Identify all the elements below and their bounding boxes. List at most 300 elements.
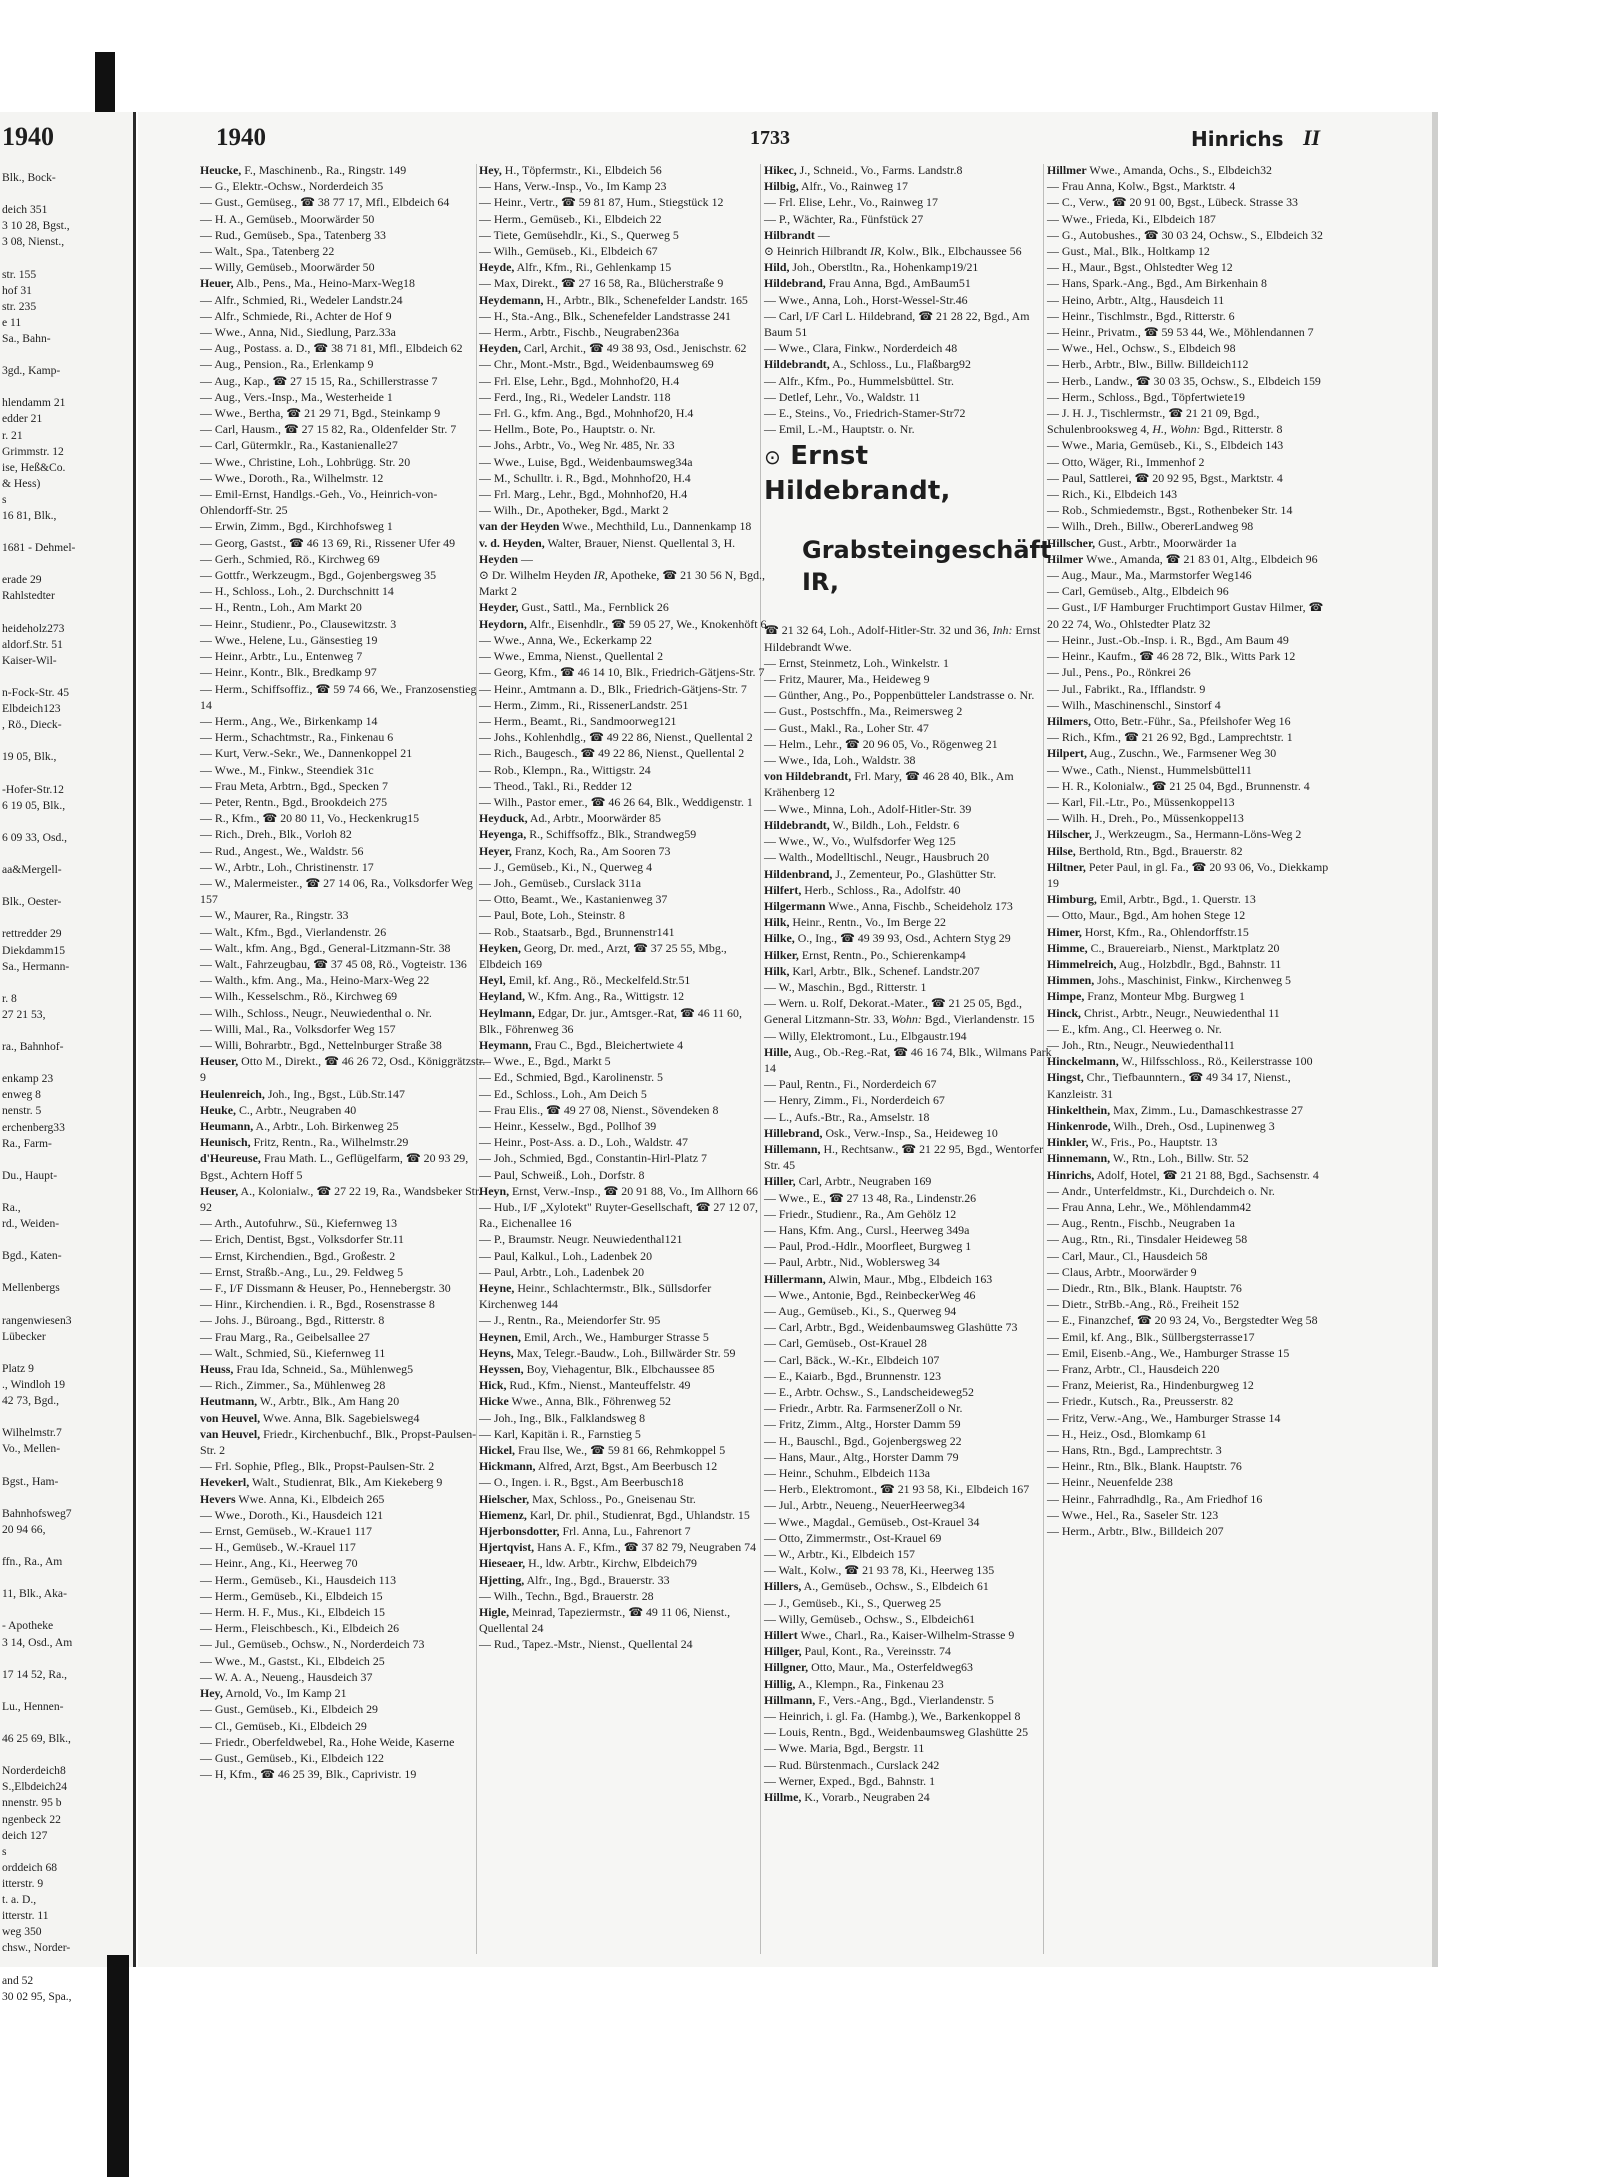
directory-entry: — Joh., Rtn., Neugr., Neuwiedenthal11 — [1047, 1037, 1235, 1052]
directory-entry: — Wilh., Maschinenschl., Sinstorf 4 — [1047, 697, 1221, 712]
directory-entry: — Heinr., Rtn., Blk., Blank. Hauptstr. 76 — [1047, 1459, 1242, 1474]
directory-entry: Hickel, Frau Ilse, We., ☎ 59 81 66, Rehmkoppel 5 — [479, 1443, 726, 1458]
directory-entry: — Gust., Postschffn., Ma., Reimersweg 2 — [764, 704, 963, 719]
directory-entry: — Heinr., Kaufm., ☎ 46 28 72, Blk., Witts Park 12 — [1047, 649, 1296, 664]
left-page-line: e 11 — [2, 315, 22, 329]
left-page-line — [2, 605, 130, 621]
directory-entry: — R., Kfm., ☎ 20 80 11, Vo., Heckenkrug15 — [200, 811, 420, 826]
directory-page — [138, 112, 1438, 1967]
directory-entry: — J., Gemüseb., Ki., N., Querweg 4 — [479, 859, 653, 874]
directory-entry: Heydorn, Alfr., Eisenhdlr., ☎ 59 05 27, We., Knokenhöft 6 — [479, 616, 767, 631]
directory-entry: v. d. Heyden, Walter, Brauer, Nienst. Quellental 3, H. — [479, 535, 736, 550]
left-page-line: 42 73, Bgd., — [2, 1394, 60, 1408]
directory-entry: Himpe, Franz, Monteur Mbg. Burgweg 1 — [1047, 989, 1245, 1004]
directory-entry: — Frl. Else, Lehr., Bgd., Mohnhof20, H.4 — [479, 373, 680, 388]
left-page-line: 6 09 33, Osd., — [2, 830, 68, 844]
directory-entry: — Wwe., Maria, Gemüseb., Ki., S., Elbdeich 143 — [1047, 438, 1284, 453]
left-page-line: Vo., Mellen- — [2, 1442, 61, 1456]
left-page-line: Rahlstedter — [2, 589, 55, 603]
left-page-line: Norderdeich8 — [2, 1764, 66, 1778]
directory-entry: — Heinr., Arbtr., Lu., Entenweg 7 — [200, 649, 363, 664]
directory-entry: — Wwe., Doroth., Ra., Wilhelmstr. 12 — [200, 470, 384, 485]
directory-entry: Hielscher, Max, Schloss., Po., Gneisenau Str. — [479, 1491, 696, 1506]
directory-entry: — Alfr., Kfm., Po., Hummelsbüttel. Str. — [764, 373, 954, 388]
left-page-line: 46 25 69, Blk., — [2, 1732, 71, 1746]
left-page-line — [2, 910, 130, 926]
directory-entry: — H., Schloss., Loh., 2. Durchschnitt 14 — [200, 584, 394, 599]
directory-entry: — Wwe., Hel., Ra., Saseler Str. 123 — [1047, 1507, 1219, 1522]
left-page-line: deich 351 — [2, 203, 48, 217]
directory-entry: — Wilh., Pastor emer., ☎ 46 26 64, Blk., Weddigenstr. 1 — [479, 794, 753, 809]
directory-entry: — Herm., Gemüseb., Ki., Elbdeich 22 — [479, 211, 662, 226]
directory-entry: — Gerh., Schmied, Rö., Kirchweg 69 — [200, 551, 380, 566]
directory-entry: — E., Steins., Vo., Friedrich-Stamer-Str72 — [764, 406, 966, 421]
left-page-line: rangenwiesen3 — [2, 1313, 72, 1327]
directory-entry: Heyns, Max, Telegr.-Baudw., Loh., Billwärder Str. 59 — [479, 1345, 736, 1360]
directory-entry: — Wwe., Cath., Nienst., Hummelsbüttel11 — [1047, 762, 1252, 777]
directory-entry: — Wwe., W., Vo., Wulfsdorfer Weg 125 — [764, 834, 956, 849]
advertisement-business-line: Grabsteingeschäft IR, — [802, 536, 1052, 597]
directory-entry: — Wwe., Anna, We., Eckerkamp 22 — [479, 632, 652, 647]
left-page-line: Bgd., Katen- — [2, 1249, 62, 1263]
directory-entry: — Rud., Tapez.-Mstr., Nienst., Quellental 24 — [479, 1637, 693, 1652]
directory-entry: — Rob., Staatsarb., Bgd., Brunnenstr141 — [479, 924, 675, 939]
directory-entry: Heuss, Frau Ida, Schneid., Sa., Mühlenweg5 — [200, 1362, 414, 1377]
directory-entry: — Rich., Baugesch., ☎ 49 22 86, Nienst., Quellental 2 — [479, 746, 745, 761]
directory-entry: Hilscher, J., Werkzeugm., Sa., Hermann-Löns-Weg 2 — [1047, 827, 1302, 842]
left-page-line: str. 155 — [2, 267, 37, 281]
left-page-line — [2, 1023, 130, 1039]
directory-entry: — Hans, Maur., Altg., Horster Damm 79 — [764, 1449, 959, 1464]
directory-entry: — Wern. u. Rolf, Dekorat.-Mater., ☎ 21 25 05, Bgd., General Litzmann-Str. 33, Wohn: Bgd., Vierlandenstr. 15 — [764, 996, 1035, 1027]
directory-entry: Heyden, Carl, Archit., ☎ 49 38 93, Osd., Jenischstr. 62 — [479, 341, 747, 356]
directory-entry: — Rud., Angest., We., Waldstr. 56 — [200, 843, 364, 858]
directory-entry: — Herm., Schloss., Bgd., Töpfertwiete19 — [1047, 389, 1245, 404]
directory-entry: — Herm., Beamt., Ri., Sandmoorweg121 — [479, 713, 677, 728]
left-page-line: 11, Blk., Aka- — [2, 1587, 67, 1601]
directory-column-2 — [479, 162, 767, 1653]
directory-entry: — Herm., Fleischbesch., Ki., Elbdeich 26 — [200, 1621, 400, 1636]
left-page-line: 27 21 53, — [2, 1007, 46, 1021]
left-page-line: -Hofer-Str.12 — [2, 782, 64, 796]
directory-entry: — Wwe., Bertha, ☎ 21 29 71, Bgd., Steinkamp 9 — [200, 406, 441, 421]
left-page-line: s — [2, 492, 7, 506]
directory-entry: Heunisch, Fritz, Rentn., Ra., Wilhelmstr.29 — [200, 1135, 409, 1150]
directory-entry: — Herb., Elektromont., ☎ 21 93 58, Ki., Elbdeich 167 — [764, 1482, 1030, 1497]
directory-entry: — Ed., Schmied, Bgd., Karolinenstr. 5 — [479, 1070, 663, 1085]
directory-entry: — Heino, Arbtr., Altg., Hausdeich 11 — [1047, 292, 1225, 307]
left-page-line: nenstr. 5 — [2, 1104, 42, 1118]
directory-entry: — Gust., Gemüseg., ☎ 38 77 17, Mfl., Elbdeich 64 — [200, 195, 450, 210]
directory-entry: — Paul, Bote, Loh., Steinstr. 8 — [479, 908, 625, 923]
directory-entry: — Frau Anna, Kolw., Bgst., Marktstr. 4 — [1047, 179, 1236, 194]
left-page-line: ra., Bahnhof- — [2, 1040, 64, 1054]
directory-entry: Heyer, Franz, Koch, Ra., Am Sooren 73 — [479, 843, 671, 858]
left-page-line: 3 10 28, Bgst., — [2, 219, 70, 233]
directory-entry: Hick, Rud., Kfm., Nienst., Manteuffelstr. 49 — [479, 1378, 691, 1393]
directory-entry: — Walt., Spa., Tatenberg 22 — [200, 244, 335, 259]
directory-entry: — Jul., Pens., Po., Rönkrei 26 — [1047, 665, 1191, 680]
directory-entry: Hilbrandt — — [764, 227, 830, 242]
directory-entry: Heyken, Georg, Dr. med., Arzt, ☎ 37 25 55, Mbg., Elbdeich 169 — [479, 940, 727, 971]
directory-column-1 — [200, 162, 488, 1782]
directory-entry: — Georg, Kfm., ☎ 46 14 10, Blk., Friedrich-Gätjens-Str. 7 — [479, 665, 765, 680]
directory-entry: — Max, Direkt., ☎ 27 16 58, Ra., Blücherstraße 9 — [479, 276, 724, 291]
directory-entry: — Paul, Arbtr., Loh., Ladenbek 20 — [479, 1264, 645, 1279]
directory-entry: — Werner, Exped., Bgd., Bahnstr. 1 — [764, 1773, 936, 1788]
directory-entry: Hildebrand, Frau Anna, Bgd., AmBaum51 — [764, 276, 971, 291]
directory-entry: — Karl, Fil.-Ltr., Po., Müssenkoppel13 — [1047, 794, 1235, 809]
running-head-name: Hinrichs — [1191, 127, 1284, 151]
directory-entry: Hillemann, H., Rechtsanw., ☎ 21 22 95, Bgd., Wentorfer Str. 45 — [764, 1141, 1044, 1173]
directory-entry: — Aug., Gemüseb., Ki., S., Querweg 94 — [764, 1303, 957, 1318]
directory-entry: — Jul., Fabrikt., Ra., Ifflandstr. 9 — [1047, 681, 1206, 696]
left-page-line — [2, 669, 130, 685]
directory-entry: — Ernst, Steinmetz, Loh., Winkelstr. 1 — [764, 655, 949, 670]
left-page-line: Blk., Bock- — [2, 171, 56, 184]
directory-entry: — Herm. H. F., Mus., Ki., Elbdeich 15 — [200, 1605, 385, 1620]
directory-entry: — Henry, Zimm., Fi., Norderdeich 67 — [764, 1093, 945, 1108]
left-page-line — [2, 1232, 130, 1248]
directory-entry: Himer, Horst, Kfm., Ra., Ohlendorffstr.15 — [1047, 924, 1249, 939]
directory-entry: — Diedr., Rtn., Blk., Blank. Hauptstr. 76 — [1047, 1281, 1242, 1296]
directory-entry: Hilgermann Wwe., Anna, Fischb., Scheideholz 173 — [764, 898, 1013, 913]
directory-entry: — Heinr., Just.-Ob.-Insp. i. R., Bgd., Am Baum 49 — [1047, 632, 1289, 647]
directory-entry: — Aug., Rentn., Fischb., Neugraben 1a — [1047, 1216, 1235, 1231]
left-page-line: r. 21 — [2, 428, 23, 442]
directory-entry: — Hans, Rtn., Bgd., Lamprechtstr. 3 — [1047, 1443, 1222, 1458]
directory-entry: Heyne, Heinr., Schlachtermstr., Blk., Süllsdorfer Kirchenweg 144 — [479, 1281, 712, 1312]
directory-entry: — Otto, Wäger, Ri., Immenhof 2 — [1047, 454, 1205, 469]
left-page-line: rettredder 29 — [2, 927, 62, 941]
directory-entry: Heyder, Gust., Sattl., Ma., Fernblick 26 — [479, 600, 669, 615]
directory-entry: Heutmann, W., Arbtr., Blk., Am Hang 20 — [200, 1394, 400, 1409]
left-page-line: , Rö., Dieck- — [2, 718, 62, 732]
directory-entry: — H., Gemüseb., W.-Krauel 117 — [200, 1540, 356, 1555]
directory-entry: — Jul., Gemüseb., Ochsw., N., Norderdeich 73 — [200, 1637, 425, 1652]
directory-entry: — Joh., Schmied, Bgd., Constantin-Hirl-Platz 7 — [479, 1151, 707, 1166]
left-page-line — [2, 1747, 130, 1763]
directory-entry: — W., Malermeister., ☎ 27 14 06, Ra., Volksdorfer Weg 157 — [200, 875, 473, 907]
directory-entry: Heyden — — [479, 551, 533, 566]
directory-entry: — W., Maurer, Ra., Ringstr. 33 — [200, 908, 349, 923]
directory-entry: — Wwe., Christine, Loh., Lohbrügg. Str. 20 — [200, 454, 411, 469]
directory-entry: — Wwe., Doroth., Ki., Hausdeich 121 — [200, 1507, 384, 1522]
left-page-line: weg 350 — [2, 1925, 42, 1939]
directory-entry: — Theod., Takl., Ri., Redder 12 — [479, 778, 632, 793]
directory-entry: — Willy, Gemüseb., Ochsw., S., Elbdeich61 — [764, 1611, 976, 1626]
left-page-line: edder 21 — [2, 412, 43, 426]
directory-entry: — H, Kfm., ☎ 46 25 39, Blk., Caprivistr. 19 — [200, 1767, 417, 1782]
directory-entry: Hildebrandt, A., Schloss., Lu., Flaßbarg92 — [764, 357, 971, 372]
directory-entry: — Wwe., Ida, Loh., Waldstr. 38 — [764, 753, 916, 768]
directory-entry: — Andr., Unterfeldmstr., Ki., Durchdeich o. Nr. — [1047, 1183, 1275, 1198]
directory-entry: — Walth., Modelltischl., Neugr., Hausbruch 20 — [764, 850, 990, 865]
left-page-line — [2, 1651, 130, 1667]
directory-entry: — Paul, Schweiß., Loh., Dorfstr. 8 — [479, 1167, 645, 1182]
left-page-line: Elbdeich123 — [2, 702, 61, 716]
directory-entry: — Rud. Bürstenmach., Curslack 242 — [764, 1757, 940, 1772]
left-page-line: Wilhelmstr.7 — [2, 1426, 62, 1440]
directory-entry: — Arth., Autofuhrw., Sü., Kiefernweg 13 — [200, 1216, 398, 1231]
directory-entry: — Franz, Meierist, Ra., Hindenburgweg 12 — [1047, 1378, 1254, 1393]
directory-entry: — Dietr., StrBb.-Ang., Rö., Freiheit 152 — [1047, 1297, 1240, 1312]
directory-entry: — Heinr., Post-Ass. a. D., Loh., Waldstr. 47 — [479, 1135, 688, 1150]
directory-entry: Heyn, Ernst, Verw.-Insp., ☎ 20 91 88, Vo., Im Allhorn 66 — [479, 1183, 758, 1198]
directory-entry: — Wwe., Hel., Ochsw., S., Elbdeich 98 — [1047, 341, 1236, 356]
left-page-line — [2, 1683, 130, 1699]
left-page-line: erade 29 — [2, 573, 42, 587]
directory-entry: — J. H. J., Tischlermstr., ☎ 21 21 09, Bgd., Schulenbrooksweg 4, H., Wohn: Bgd., Ritterstr. 8 — [1047, 406, 1283, 437]
page-year: 1940 — [216, 124, 266, 151]
directory-entry: Hillig, A., Klempn., Ra., Finkenau 23 — [764, 1676, 944, 1691]
directory-entry: — Willy, Gemüseb., Moorwärder 50 — [200, 260, 375, 275]
directory-entry: — Gust., Makl., Ra., Loher Str. 47 — [764, 720, 929, 735]
directory-entry: Hinkelthein, Max, Zimm., Lu., Damaschkestrasse 27 — [1047, 1102, 1303, 1117]
directory-entry: — Heinr., Neuenfelde 238 — [1047, 1475, 1173, 1490]
directory-entry: — Kurt, Verw.-Sekr., We., Dannenkoppel 21 — [200, 746, 413, 761]
directory-entry: — H., Maur., Bgst., Ohlstedter Weg 12 — [1047, 260, 1233, 275]
left-page-line — [2, 1345, 130, 1361]
directory-entry: — Hans, Verw.-Insp., Vo., Im Kamp 23 — [479, 179, 667, 194]
directory-entry: — Frl. Elise, Lehr., Vo., Rainweg 17 — [764, 195, 938, 210]
left-page-line: ise, Heß&Co. — [2, 460, 66, 474]
directory-entry: — Frau Elis., ☎ 49 27 08, Nienst., Sövendeken 8 — [479, 1102, 719, 1117]
left-page-line: hlendamm 21 — [2, 396, 66, 410]
directory-entry: — W. A. A., Neueng., Hausdeich 37 — [200, 1669, 373, 1684]
directory-entry: — Joh., Gemüseb., Curslack 311a — [479, 875, 642, 890]
directory-entry: — E., Arbtr. Ochsw., S., Landscheideweg52 — [764, 1385, 974, 1399]
directory-entry: — Rich., Ki., Elbdeich 143 — [1047, 487, 1178, 502]
directory-entry: Himmelreich, Aug., Holzbdlr., Bgd., Bahnstr. 11 — [1047, 956, 1282, 971]
directory-entry: — Aug., Pension., Ra., Erlenkamp 9 — [200, 357, 374, 372]
directory-entry: — Wilh., Dr., Apotheker, Bgd., Markt 2 — [479, 503, 669, 518]
directory-entry: — Günther, Ang., Po., Poppenbütteler Landstrasse o. Nr. — [764, 688, 1035, 703]
directory-entry: — Heinr., Privatm., ☎ 59 53 44, We., Möhlendannen 7 — [1047, 325, 1314, 340]
directory-entry: — Wwe. Maria, Bgd., Bergstr. 11 — [764, 1741, 925, 1756]
left-page-line: & Hess) — [2, 476, 41, 490]
directory-entry: — Wwe., Anna, Nid., Siedlung, Parz.33a — [200, 325, 396, 340]
directory-entry: — Frl. Marg., Lehr., Bgd., Mohnhof20, H.4 — [479, 487, 688, 502]
directory-entry: — F., I/F Dissmann & Heuser, Po., Hennebergstr. 30 — [200, 1281, 451, 1296]
directory-entry: — Carl, Maur., Cl., Hausdeich 58 — [1047, 1248, 1208, 1263]
directory-entry: Hildebrandt, W., Bildh., Loh., Feldstr. 6 — [764, 817, 960, 832]
directory-entry: — Ed., Schloss., Loh., Am Deich 5 — [479, 1086, 647, 1101]
directory-entry: — Friedr., Oberfeldwebel, Ra., Hohe Weide, Kaserne — [200, 1734, 455, 1749]
directory-entry: — Friedr., Kutsch., Ra., Preusserstr. 82 — [1047, 1394, 1234, 1409]
left-page-line: and 52 — [2, 1973, 34, 1987]
directory-entry: Hinck, Christ., Arbtr., Neugr., Neuwiedenthal 11 — [1047, 1005, 1280, 1020]
directory-entry: — Carl, Gemüseb., Altg., Elbdeich 96 — [1047, 584, 1229, 599]
directory-entry: — Gust., Gemüseb., Ki., Elbdeich 122 — [200, 1750, 384, 1765]
directory-entry: Hilfert, Herb., Schloss., Ra., Adolfstr. 40 — [764, 882, 961, 897]
directory-entry: d'Heureuse, Frau Math. L., Geflügelfarm, ☎ 20 93 29, Bgst., Achtern Hoff 5 — [200, 1151, 469, 1182]
left-page-line: Mellenbergs — [2, 1281, 60, 1295]
directory-entry: Hiltner, Peter Paul, in gl. Fa., ☎ 20 93 06, Vo., Diekkamp 19 — [1047, 859, 1329, 890]
directory-entry: — Wwe., Luise, Bgd., Weidenbaumsweg34a — [479, 454, 693, 469]
left-page-line: Kaiser-Wil- — [2, 653, 57, 667]
directory-entry: Heuke, C., Arbtr., Neugraben 40 — [200, 1102, 357, 1117]
directory-entry: — G., Autobushes., ☎ 30 03 24, Ochsw., S., Elbdeich 32 — [1047, 227, 1323, 242]
left-page-line: 6 19 05, Blk., — [2, 798, 66, 812]
left-page-line — [2, 524, 130, 540]
left-page-line: Grimmstr. 12 — [2, 444, 64, 458]
directory-entry: — Wwe., Anna, Loh., Horst-Wessel-Str.46 — [764, 292, 968, 307]
left-page-line — [2, 1297, 130, 1313]
directory-entry: — Herm., Arbtr., Fischb., Neugraben236a — [479, 325, 680, 340]
directory-entry: Hillme, K., Vorarb., Neugraben 24 — [764, 1790, 930, 1805]
directory-entry: — Heinr., Kontr., Blk., Bredkamp 97 — [200, 665, 377, 680]
directory-entry: — Rich., Kfm., ☎ 21 26 92, Bgd., Lamprechtstr. 1 — [1047, 730, 1293, 745]
directory-entry: Himburg, Emil, Arbtr., Bgd., 1. Querstr. 13 — [1047, 892, 1256, 907]
directory-entry: — Frau Anna, Lehr., We., Möhlendamm42 — [1047, 1200, 1252, 1214]
directory-entry: ⊙ Heinrich Hilbrandt IR, Kolw., Blk., Elbchaussee 56 — [764, 244, 1022, 259]
directory-entry: — Helm., Lehr., ☎ 20 96 05, Vo., Rögenweg 21 — [764, 736, 998, 751]
directory-entry: — Willi, Bohrarbtr., Bgd., Nettelnburger Straße 38 — [200, 1037, 442, 1052]
directory-entry: — Herb., Landw., ☎ 30 03 35, Ochsw., S., Elbdeich 159 — [1047, 373, 1321, 388]
directory-entry: — Heinr., Fahrradhdlg., Ra., Am Friedhof 16 — [1047, 1491, 1263, 1506]
left-page-line — [2, 1538, 130, 1554]
directory-entry: — Alfr., Schmied, Ri., Wedeler Landstr.24 — [200, 292, 403, 307]
directory-entry: Hikec, J., Schneid., Vo., Farms. Landstr.8 — [764, 163, 963, 177]
directory-entry: Heymann, Frau C., Bgd., Bleichertwiete 4 — [479, 1037, 684, 1052]
left-page-line: erchenberg33 — [2, 1120, 65, 1134]
left-page-line — [2, 1152, 130, 1168]
left-page-line: nnenstr. 95 b — [2, 1796, 62, 1810]
left-page-line: Ra., Farm- — [2, 1136, 52, 1150]
directory-entry: — Aug., Vers.-Insp., Ma., Westerheide 1 — [200, 389, 393, 404]
directory-entry: Higle, Meinrad, Tapeziermstr., ☎ 49 11 06, Nienst., Quellental 24 — [479, 1605, 731, 1636]
left-page-line: n-Fock-Str. 45 — [2, 686, 69, 699]
left-page-line — [2, 878, 130, 894]
directory-entry: — Willy, Elektromont., Lu., Elbgaustr.194 — [764, 1028, 967, 1043]
directory-entry: — Wilh. H., Dreh., Po., Müssenkoppel13 — [1047, 811, 1244, 826]
left-page-line: S.,Elbdeich24 — [2, 1780, 68, 1794]
directory-entry: — Wwe., Emma, Nienst., Quellental 2 — [479, 649, 664, 664]
directory-entry: — Walt., Fahrzeugbau, ☎ 37 45 08, Rö., Vogteistr. 136 — [200, 956, 467, 971]
directory-entry: — Friedr., Studienr., Ra., Am Gehölz 12 — [764, 1206, 957, 1221]
directory-entry: — Louis, Rentn., Bgd., Weidenbaumsweg Glashütte 25 — [764, 1725, 1029, 1740]
directory-entry: Hilmer Wwe., Amanda, ☎ 21 83 01, Altg., Elbdeich 96 — [1047, 551, 1318, 566]
directory-entry: — Wwe., E., ☎ 27 13 48, Ra., Lindenstr.26 — [764, 1190, 977, 1205]
directory-entry: — Frl. Sophie, Pfleg., Blk., Propst-Paulsen-Str. 2 — [200, 1459, 435, 1474]
left-page-line: str. 235 — [2, 299, 37, 313]
directory-column-3 — [764, 162, 1052, 1805]
directory-entry: Heynen, Emil, Arch., We., Hamburger Strasse 5 — [479, 1329, 709, 1344]
directory-entry: Hilbig, Alfr., Vo., Rainweg 17 — [764, 179, 908, 194]
directory-entry: — E., Finanzchef, ☎ 20 93 24, Vo., Bergstedter Weg 58 — [1047, 1313, 1318, 1328]
directory-entry: — J., Gemüseb., Ki., S., Querweg 25 — [764, 1595, 942, 1610]
directory-entry: — Heinr., Kesselw., Bgd., Pollhof 39 — [479, 1118, 657, 1133]
left-page-line: heideholz273 — [2, 621, 65, 635]
left-page-line — [2, 1490, 130, 1506]
directory-entry: — Tiete, Gemüsehdlr., Ki., S., Querweg 5 — [479, 227, 679, 242]
directory-entry: — Herm., Schiffsoffiz., ☎ 59 74 66, We., Franzosenstieg 14 — [200, 681, 477, 712]
directory-entry: — Paul, Kalkul., Loh., Ladenbek 20 — [479, 1248, 653, 1263]
left-page-fragment — [0, 112, 136, 2003]
left-page-line: itterstr. 11 — [2, 1909, 49, 1923]
directory-entry: — O., Ingen. i. R., Bgst., Am Beerbusch18 — [479, 1475, 684, 1490]
directory-entry: — Emil, kf. Ang., Blk., Süllbergsterrasse17 — [1047, 1329, 1255, 1344]
directory-entry: — Frl. G., kfm. Ang., Bgd., Mohnhof20, H.4 — [479, 406, 694, 421]
directory-entry: — Wwe., Clara, Finkw., Norderdeich 48 — [764, 341, 958, 356]
directory-entry: — Wilh., Gemüseb., Ki., Elbdeich 67 — [479, 244, 658, 259]
directory-entry: Heyland, W., Kfm. Ang., Ra., Wittigstr. 12 — [479, 989, 685, 1004]
directory-entry: — M., Schulltr. i. R., Bgd., Mohnhof20, H.4 — [479, 470, 691, 485]
directory-entry: — Fritz, Verw.-Ang., We., Hamburger Strasse 14 — [1047, 1410, 1281, 1425]
directory-entry: Hille, Aug., Ob.-Reg.-Rat, ☎ 46 16 74, Blk., Wilmans Park 14 — [764, 1044, 1052, 1075]
directory-entry: — Fritz, Maurer, Ma., Heideweg 9 — [764, 672, 930, 687]
directory-entry: — H., Sta.-Ang., Blk., Schenefelder Landstrasse 241 — [479, 308, 731, 323]
directory-entry: Himmen, Johs., Maschinist, Finkw., Kirchenweg 5 — [1047, 973, 1291, 988]
directory-entry: — Herm., Schachtmstr., Ra., Finkenau 6 — [200, 730, 394, 745]
left-page-line — [2, 1602, 130, 1618]
directory-entry: — Herm., Zimm., Ri., RissenerLandstr. 251 — [479, 697, 689, 712]
directory-entry: — E., kfm. Ang., Cl. Heerweg o. Nr. — [1047, 1021, 1222, 1036]
left-page-line: chsw., Norder- — [2, 1941, 71, 1955]
directory-entry: von Hildebrandt, Frl. Mary, ☎ 46 28 40, Blk., Am Krähenberg 12 — [764, 769, 1014, 800]
directory-entry: Hevekerl, Walt., Studienrat, Blk., Am Kiekeberg 9 — [200, 1475, 443, 1490]
directory-entry: — Chr., Mont.-Mstr., Bgd., Weidenbaumsweg 69 — [479, 357, 714, 372]
left-page-line — [2, 1184, 130, 1200]
directory-entry: — Karl, Kapitän i. R., Farnstieg 5 — [479, 1426, 641, 1441]
directory-entry: — Heinr., Amtmann a. D., Blk., Friedrich-Gätjens-Str. 7 — [479, 681, 747, 696]
left-page-line: ffn., Ra., Am — [2, 1555, 63, 1569]
directory-entry: — Heinr., Schuhm., Elbdeich 113a — [764, 1466, 930, 1481]
directory-entry: — Wilh., Dreh., Billw., ObererLandweg 98 — [1047, 519, 1254, 534]
left-page-line: 19 05, Blk., — [2, 750, 57, 764]
directory-entry: von Heuvel, Wwe. Anna, Blk. Sagebielsweg4 — [200, 1410, 420, 1425]
left-page-line — [2, 814, 130, 830]
directory-entry: — Aug., Rtn., Ri., Tinsdaler Heideweg 58 — [1047, 1232, 1248, 1247]
directory-entry: Hevers Wwe. Anna, Ki., Elbdeich 265 — [200, 1491, 385, 1506]
left-page-line — [2, 1264, 130, 1280]
directory-entry: Hinkenrode, Wilh., Dreh., Osd., Lupinenweg 3 — [1047, 1118, 1275, 1133]
directory-entry: — Walt., Kolw., ☎ 21 93 78, Ki., Heerweg 135 — [764, 1563, 995, 1578]
directory-entry: — Carl, I/F Carl L. Hildebrand, ☎ 21 28 22, Bgd., Am Baum 51 — [764, 308, 1030, 340]
left-page-year: 1940 — [2, 122, 54, 151]
directory-entry: — Wilh., Techn., Bgd., Brauerstr. 28 — [479, 1588, 654, 1603]
directory-entry: — Heinr., Vertr., ☎ 59 81 87, Hum., Stiegstück 12 — [479, 195, 724, 210]
left-page-column — [2, 170, 130, 2005]
directory-entry: — H., Rentn., Loh., Am Markt 20 — [200, 600, 362, 615]
directory-entry: — Wilh., Schloss., Neugr., Neuwiedenthal o. Nr. — [200, 1005, 432, 1020]
directory-entry: Heylmann, Edgar, Dr. jur., Amtsger.-Rat, ☎ 46 11 60, Blk., Föhrenweg 36 — [479, 1005, 742, 1036]
directory-entry: Hildenbrand, J., Zementeur, Po., Glashütter Str. — [764, 866, 997, 881]
directory-entry: Hinkler, W., Fris., Po., Hauptstr. 13 — [1047, 1135, 1218, 1150]
directory-entry: — G., Elektr.-Ochsw., Norderdeich 35 — [200, 179, 384, 194]
directory-entry: Hickmann, Alfred, Arzt, Bgst., Am Beerbusch 12 — [479, 1459, 718, 1474]
directory-entry: — Herm., Ang., We., Birkenkamp 14 — [200, 713, 378, 728]
directory-entry: — Heinrich, i. gl. Fa. (Hambg.), We., Barkenkoppel 8 — [764, 1709, 1021, 1724]
directory-entry: — Carl, Arbtr., Bgd., Weidenbaumsweg Glashütte 73 — [764, 1320, 1018, 1335]
left-page-line: hof 31 — [2, 283, 32, 297]
directory-entry: — P., Braumstr. Neugr. Neuwiedenthal121 — [479, 1232, 683, 1247]
directory-entry: — W., Arbtr., Loh., Christinenstr. 17 — [200, 859, 374, 874]
left-page-line: 1681 - Dehmel- — [2, 541, 76, 555]
directory-entry: Heucke, F., Maschinenb., Ra., Ringstr. 149 — [200, 163, 407, 177]
directory-entry: — H. R., Kolonialw., ☎ 21 25 04, Bgd., Brunnenstr. 4 — [1047, 778, 1310, 793]
left-page-line — [2, 1458, 130, 1474]
left-page-line: rd., Weiden- — [2, 1217, 60, 1231]
directory-entry: — Gust., Gemüseb., Ki., Elbdeich 29 — [200, 1702, 379, 1717]
left-page-line: itterstr. 9 — [2, 1876, 44, 1890]
directory-entry: Hillers, A., Gemüseb., Ochsw., S., Elbdeich 61 — [764, 1579, 989, 1594]
directory-entry: — Emil, L.-M., Hauptstr. o. Nr. — [764, 422, 915, 437]
directory-entry: — Herm., Arbtr., Blw., Billdeich 207 — [1047, 1524, 1224, 1539]
left-page-line — [2, 347, 130, 363]
left-page-line: deich 127 — [2, 1828, 48, 1842]
